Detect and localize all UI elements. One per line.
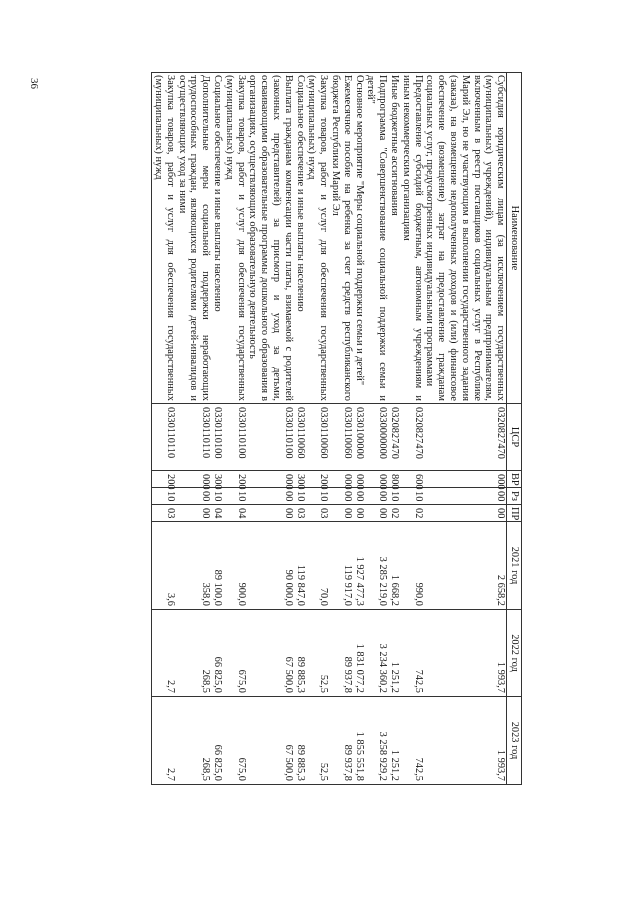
row-name-cell: Закупка товаров, работ и услуг для обеспечения государственных (муниципальных) нужд (152, 73, 176, 404)
row-rz-cell: 10 (223, 488, 247, 505)
row-value-2023: 1 993,7 (424, 697, 507, 785)
row-value-2021: 358,0 (176, 522, 211, 610)
row-rz-cell: 10 (152, 488, 176, 505)
row-value-2021: 119 917,0 (329, 522, 353, 610)
row-value-2023: 66 825,0 (211, 697, 223, 785)
row-vr-cell: 200 (223, 471, 247, 488)
row-vr-cell: 200 (152, 471, 176, 488)
row-rz-cell: 10 (306, 488, 330, 505)
row-rz-cell: 10 (400, 488, 424, 505)
row-value-2022: 3 234 360,2 (365, 610, 389, 697)
row-vr-cell: 800 (388, 471, 400, 488)
row-pr-cell: 00 (365, 505, 389, 522)
row-rz-cell: 00 (365, 488, 389, 505)
row-rz-cell: 10 (294, 488, 306, 505)
row-value-2022: 268,5 (176, 610, 211, 697)
header-rz: Рз (507, 488, 522, 505)
row-value-2023: 675,0 (223, 697, 247, 785)
row-csr-cell: 0330000000 (365, 404, 389, 471)
row-value-2022: 67 500,0 (247, 610, 294, 697)
row-vr-cell: 000 (329, 471, 353, 488)
row-csr-cell: 0330110060 (329, 404, 353, 471)
row-value-2022: 675,0 (223, 610, 247, 697)
row-value-2021: 2 658,2 (424, 522, 507, 610)
row-value-2022: 89 885,3 (294, 610, 306, 697)
row-name-cell: Выплата гражданам компенсации части платы, взимаемой с родителей (законных представителей) за присмотр и уход за детьми, осваивающими образовательные программы дошкольного образования в организациях, осуществляющих образовательную деятельность (247, 73, 294, 404)
row-vr-cell: 000 (176, 471, 211, 488)
row-value-2021: 900,0 (223, 522, 247, 610)
row-csr-cell: 0330110110 (176, 404, 211, 471)
row-rz-cell: 00 (424, 488, 507, 505)
header-2021: 2021 год (507, 522, 522, 610)
table-row (211, 73, 223, 785)
row-value-2023: 3 258 929,2 (365, 697, 389, 785)
row-vr-cell: 000 (365, 471, 389, 488)
row-pr-cell: 00 (247, 505, 294, 522)
row-value-2021: 1 927 477,3 (353, 522, 365, 610)
row-name-cell: Основное мероприятие "Меры социальной поддержки семьи и детей" (353, 73, 365, 404)
table-row (223, 73, 247, 785)
row-value-2023: 1 855 551,8 (353, 697, 365, 785)
row-name-cell: Закупка товаров, работ и услуг для обеспечения государственных (муниципальных) нужд (223, 73, 247, 404)
row-value-2021: 1 668,2 (388, 522, 400, 610)
row-csr-cell: 0320827470 (388, 404, 400, 471)
row-value-2023: 268,5 (176, 697, 211, 785)
row-rz-cell: 00 (329, 488, 353, 505)
row-csr-cell: 0320827470 (400, 404, 424, 471)
row-value-2021: 3 285 219,0 (365, 522, 389, 610)
row-csr-cell: 0330110060 (294, 404, 306, 471)
row-csr-cell: 0330110100 (247, 404, 294, 471)
row-pr-cell: 03 (152, 505, 176, 522)
header-name: Наименование (507, 73, 522, 404)
row-value-2023: 742,5 (400, 697, 424, 785)
row-rz-cell: 10 (388, 488, 400, 505)
row-vr-cell: 000 (353, 471, 365, 488)
row-vr-cell: 000 (247, 471, 294, 488)
table-row (306, 73, 330, 785)
row-value-2021: 3,6 (152, 522, 176, 610)
table-row (329, 73, 353, 785)
header-2023: 2023 год (507, 697, 522, 785)
row-value-2023: 67 500,0 (247, 697, 294, 785)
row-rz-cell: 10 (211, 488, 223, 505)
row-pr-cell: 02 (388, 505, 400, 522)
row-pr-cell: 00 (329, 505, 353, 522)
row-value-2022: 52,5 (306, 610, 330, 697)
table-row (247, 73, 294, 785)
header-vr: ВР (507, 471, 522, 488)
row-csr-cell: 0330110110 (152, 404, 176, 471)
row-value-2023: 1 251,2 (388, 697, 400, 785)
row-value-2023: 89 937,8 (329, 697, 353, 785)
header-csr: ЦСР (507, 404, 522, 471)
row-pr-cell: 02 (400, 505, 424, 522)
row-pr-cell: 04 (223, 505, 247, 522)
row-pr-cell: 03 (306, 505, 330, 522)
rotated-page-content (108, 0, 638, 790)
budget-table-wrapper (151, 72, 522, 784)
row-vr-cell: 300 (294, 471, 306, 488)
row-rz-cell: 00 (247, 488, 294, 505)
row-name-cell: Закупка товаров, работ и услуг для обеспечения государственных (муниципальных) нужд (306, 73, 330, 404)
row-vr-cell: 000 (424, 471, 507, 488)
row-value-2021: 990,0 (400, 522, 424, 610)
table-row (176, 73, 211, 785)
table-row (400, 73, 424, 785)
row-value-2022: 2,7 (152, 610, 176, 697)
row-value-2022: 89 937,8 (329, 610, 353, 697)
row-value-2023: 2,7 (152, 697, 176, 785)
row-csr-cell: 0330110060 (306, 404, 330, 471)
row-rz-cell: 00 (176, 488, 211, 505)
row-value-2023: 89 885,3 (294, 697, 306, 785)
row-value-2021: 90 000,0 (247, 522, 294, 610)
row-csr-cell: 0330110100 (223, 404, 247, 471)
row-name-cell: Иные бюджетные ассигнования (388, 73, 400, 404)
row-name-cell: Субсидия юридическим лицам (за исключением государственных (муниципальных) учреждений), индивидуальным предпринимателям, включенным в реестр поставщиков социальных услуг в Республике Марий Эл, но не участвующим в выполнении государственного задания (заказа), на возмещение недополученных доходов и (или) финансовое обеспечение (возмещение) затрат на предоставление гражданам социальных услуг, предусмотренных индивидуальными программами (424, 73, 507, 404)
row-name-cell: Предоставление субсидий бюджетным, автономным учреждениям и иным некоммерческим организациям (400, 73, 424, 404)
row-value-2022: 1 251,2 (388, 610, 400, 697)
table-body (152, 73, 507, 785)
table-row (424, 73, 507, 785)
budget-table (151, 72, 522, 785)
page-number: 36 (28, 78, 40, 89)
row-value-2022: 66 825,0 (211, 610, 223, 697)
row-value-2022: 742,5 (400, 610, 424, 697)
row-value-2022: 1 831 077,2 (353, 610, 365, 697)
row-value-2021: 119 847,0 (294, 522, 306, 610)
table-row (365, 73, 389, 785)
row-vr-cell: 600 (400, 471, 424, 488)
row-name-cell: Социальное обеспечение и иные выплаты населению (294, 73, 306, 404)
table-row (388, 73, 400, 785)
row-csr-cell: 0330110100 (211, 404, 223, 471)
header-2022: 2022 год (507, 610, 522, 697)
table-row (152, 73, 176, 785)
row-name-cell: Подпрограмма "Совершенствование социальной поддержки семьи и детей" (365, 73, 389, 404)
table-row (353, 73, 365, 785)
row-value-2021: 70,0 (306, 522, 330, 610)
header-pr: ПР (507, 505, 522, 522)
table-header (507, 73, 522, 785)
row-name-cell: Ежемесячное пособие на ребенка за счет средств республиканского бюджета Республики Марий Эл (329, 73, 353, 404)
row-vr-cell: 200 (306, 471, 330, 488)
row-pr-cell: 04 (211, 505, 223, 522)
row-pr-cell: 03 (294, 505, 306, 522)
row-csr-cell: 0330100000 (353, 404, 365, 471)
row-name-cell: Социальное обеспечение и иные выплаты населению (211, 73, 223, 404)
table-row (294, 73, 306, 785)
row-vr-cell: 300 (211, 471, 223, 488)
row-rz-cell: 00 (353, 488, 365, 505)
row-pr-cell: 00 (176, 505, 211, 522)
row-value-2022: 1 993,7 (424, 610, 507, 697)
row-value-2023: 52,5 (306, 697, 330, 785)
row-name-cell: Дополнительные меры социальной поддержки неработающих трудоспособных граждан, являющихся родителями детей-инвалидов и осуществляющих уход за ними (176, 73, 211, 404)
row-csr-cell: 0320827470 (424, 404, 507, 471)
row-pr-cell: 00 (353, 505, 365, 522)
row-value-2021: 89 100,0 (211, 522, 223, 610)
row-pr-cell: 00 (424, 505, 507, 522)
